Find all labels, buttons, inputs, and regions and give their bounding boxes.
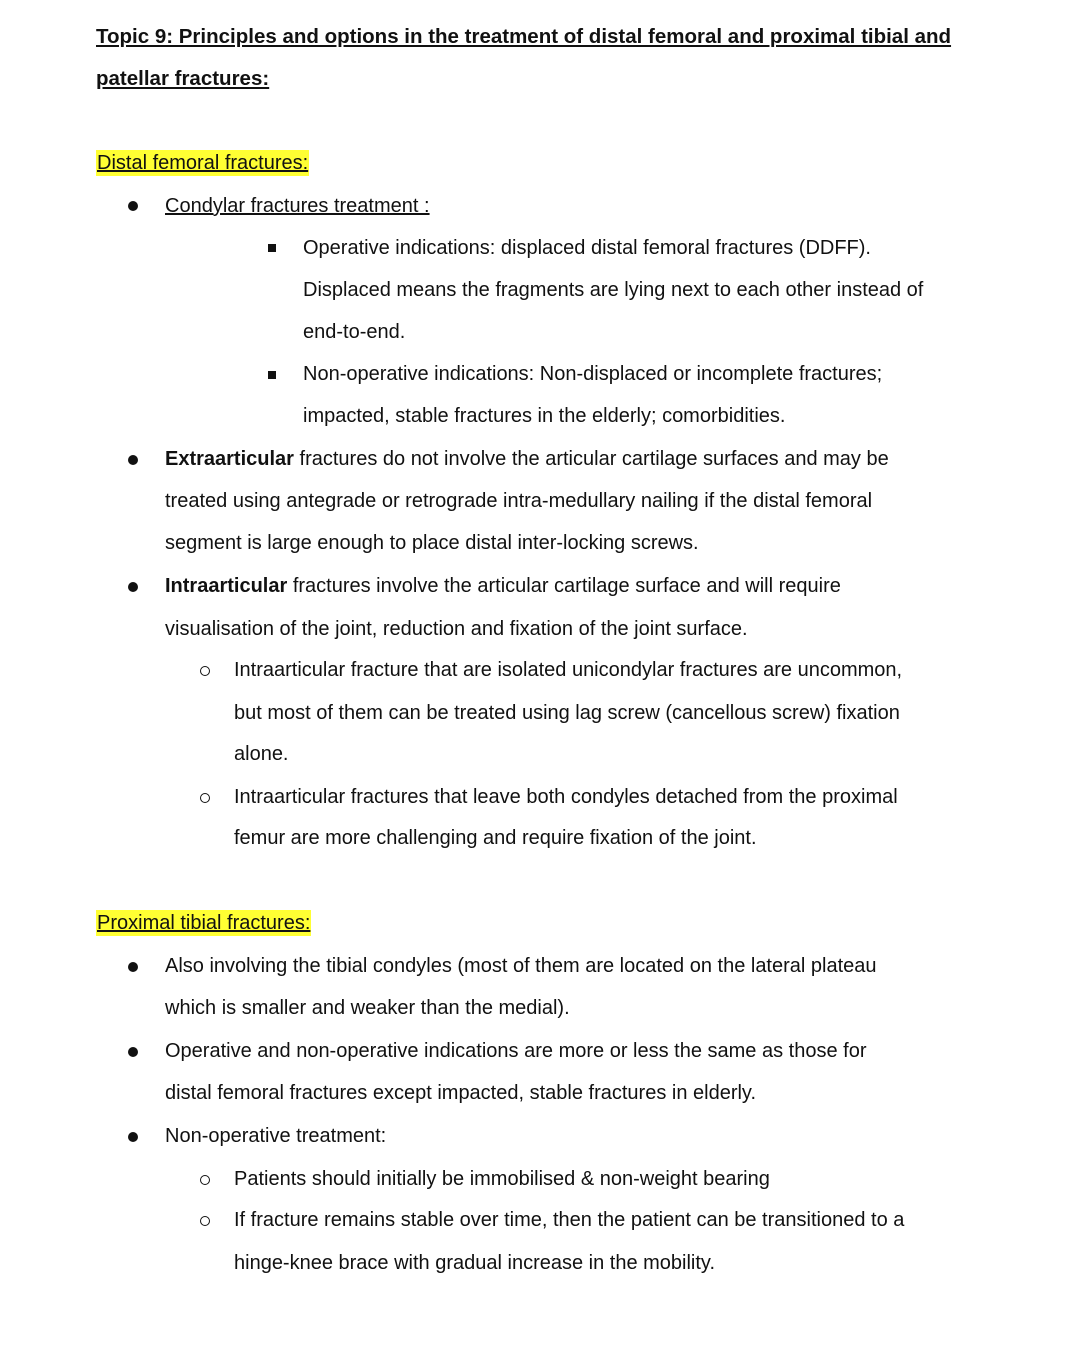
- tibial-condyles-line-2: which is smaller and weaker than the medial).: [165, 997, 570, 1019]
- nonoperative-indications-line-1: Non-operative indications: Non-displaced or incomplete fractures;: [303, 363, 883, 385]
- operative-indications-line-1: Operative indications: displaced distal femoral fractures (DDFF).: [303, 237, 871, 259]
- hinge-brace-line-2: hinge-knee brace with gradual increase in the mobility.: [234, 1252, 716, 1274]
- unicondylar-line-1: Intraarticular fracture that are isolated unicondylar fractures are uncommon,: [234, 659, 903, 681]
- bicondylar-line-1: Intraarticular fractures that leave both condyles detached from the proximal: [234, 786, 898, 808]
- square-bullet-icon: [268, 244, 276, 252]
- document-title-line-1: Topic 9: Principles and options in the treatment of distal femoral and proximal tibial and: [96, 25, 952, 48]
- intraarticular-line-1: [165, 573, 841, 599]
- bullet-icon: [128, 582, 138, 592]
- intraarticular-line-2: visualisation of the joint, reduction and fixation of the joint surface.: [165, 618, 748, 640]
- bullet-icon: [128, 962, 138, 972]
- section-heading-proximal-tibial: Proximal tibial fractures:: [97, 912, 311, 934]
- hollow-bullet-icon: [200, 793, 210, 803]
- unicondylar-line-3: alone.: [234, 743, 289, 765]
- intraarticular-term: Intraarticular: [165, 575, 288, 597]
- bullet-icon: [128, 1132, 138, 1142]
- condylar-heading: Condylar fractures treatment :: [165, 195, 430, 217]
- tibial-condyles-line-1: Also involving the tibial condyles (most of them are located on the lateral plateau: [165, 955, 877, 977]
- extraarticular-term: Extraarticular: [165, 448, 294, 470]
- immobilised-line: Patients should initially be immobilised & non-weight bearing: [234, 1168, 770, 1190]
- bicondylar-line-2: femur are more challenging and require fixation of the joint.: [234, 827, 757, 849]
- hollow-bullet-icon: [200, 1216, 210, 1226]
- unicondylar-line-2: but most of them can be treated using lag screw (cancellous screw) fixation: [234, 702, 900, 724]
- extraarticular-line-3: segment is large enough to place distal inter-locking screws.: [165, 532, 699, 554]
- nonoperative-indications-line-2: impacted, stable fractures in the elderly; comorbidities.: [303, 405, 786, 427]
- tibial-indications-line-2: distal femoral fractures except impacted, stable fractures in elderly.: [165, 1082, 756, 1104]
- extraarticular-text: fractures do not involve the articular cartilage surfaces and may be: [293, 448, 889, 470]
- extraarticular-line-1: [165, 446, 889, 472]
- extraarticular-line-2: treated using antegrade or retrograde intra-medullary nailing if the distal femoral: [165, 490, 873, 512]
- bullet-icon: [128, 1047, 138, 1057]
- tibial-indications-line-1: Operative and non-operative indications are more or less the same as those for: [165, 1040, 867, 1062]
- bullet-icon: [128, 201, 138, 211]
- hinge-brace-line-1: If fracture remains stable over time, then the patient can be transitioned to a: [234, 1209, 905, 1231]
- intraarticular-text: fractures involve the articular cartilage surface and will require: [287, 575, 841, 597]
- nonoperative-treatment-heading: Non-operative treatment:: [165, 1125, 387, 1147]
- section-heading-distal-femoral: Distal femoral fractures:: [97, 152, 309, 174]
- operative-indications-line-3: end-to-end.: [303, 321, 406, 343]
- bullet-icon: [128, 455, 138, 465]
- operative-indications-line-2: Displaced means the fragments are lying next to each other instead of: [303, 279, 924, 301]
- hollow-bullet-icon: [200, 1175, 210, 1185]
- document-title-line-2: patellar fractures:: [96, 67, 270, 90]
- hollow-bullet-icon: [200, 666, 210, 676]
- square-bullet-icon: [268, 371, 276, 379]
